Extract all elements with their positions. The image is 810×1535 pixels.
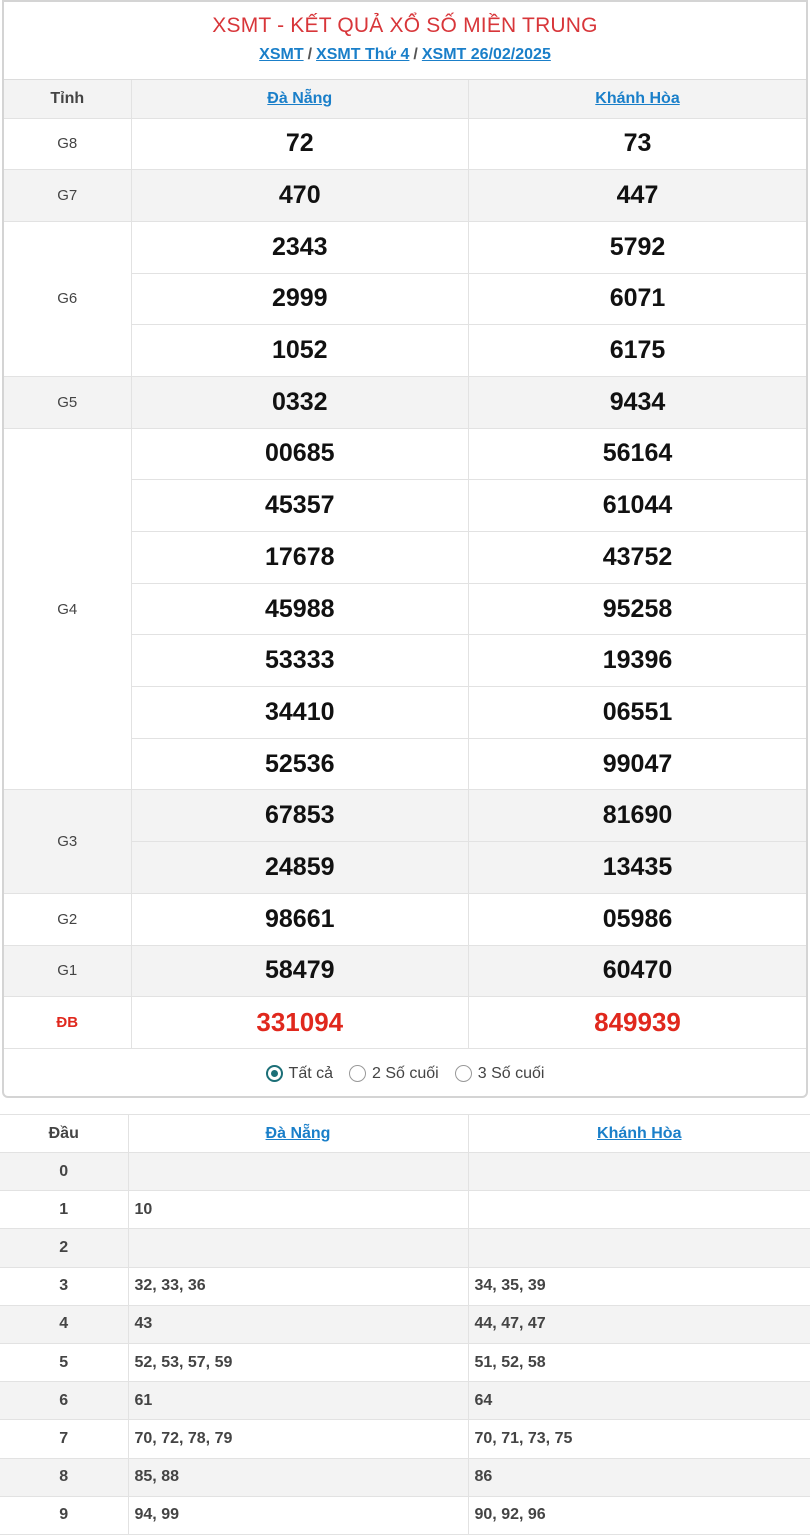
prize-number: 9434 [469,376,807,428]
prize-number: 67853 [131,790,469,842]
radio-icon[interactable] [455,1065,472,1082]
breadcrumb-separator: / [307,46,313,63]
prize-number: 2343 [131,221,469,273]
filter-option-label: 2 Số cuối [372,1064,439,1082]
dau-row [0,1153,810,1191]
prize-number: 1052 [131,325,469,377]
breadcrumb-separator: / [413,46,418,63]
prize-number: 2999 [131,273,469,325]
dau-table-header [0,1115,810,1153]
filter-option-label: Tất cả [288,1064,334,1082]
dau-column-label: Đầu [0,1115,128,1153]
dau-row [0,1305,810,1343]
results-panel [2,0,808,1098]
dau-province-link-da-nang[interactable]: Đà Nẵng [265,1124,331,1142]
dau-table [0,1114,810,1535]
dau-values: 61 [128,1382,468,1420]
dau-values: 64 [468,1382,810,1420]
prize-number: 60470 [469,945,807,997]
radio-checked-icon[interactable] [266,1065,283,1082]
dau-values [468,1191,810,1229]
dau-values: 10 [128,1191,468,1229]
dau-body [0,1153,810,1535]
results-header [4,2,806,80]
dau-province-link-khanh-hoa[interactable]: Khánh Hòa [597,1124,682,1142]
prize-number: 05986 [469,893,807,945]
radio-icon[interactable] [349,1065,366,1082]
prize-number: 61044 [469,480,807,532]
province-link-da-nang[interactable]: Đà Nẵng [267,89,333,107]
dau-digit: 7 [0,1420,128,1458]
province-column-label: Tỉnh [4,80,131,118]
page-title: XSMT - KẾT QUẢ XỔ SỐ MIỀN TRUNG [212,14,598,37]
dau-values: 85, 88 [128,1458,468,1496]
dau-values: 43 [128,1305,468,1343]
prize-label: G6 [4,221,131,376]
prize-number: 45988 [131,583,469,635]
dau-header-da-nang [128,1115,468,1153]
prize-number: 73 [469,118,807,170]
dau-values: 94, 99 [128,1496,468,1534]
dau-values: 70, 71, 73, 75 [468,1420,810,1458]
prize-number: 81690 [469,790,807,842]
prize-number: 0332 [131,376,469,428]
prize-number: 72 [131,118,469,170]
filter-option-last-3[interactable] [455,1065,545,1083]
prize-row [4,790,806,842]
dau-row [0,1420,810,1458]
prize-label: G7 [4,170,131,222]
prize-number: 24859 [131,842,469,894]
dau-digit: 3 [0,1267,128,1305]
breadcrumb-link-xsmt[interactable]: XSMT [259,46,304,63]
dau-values: 90, 92, 96 [468,1496,810,1534]
dau-digit: 6 [0,1382,128,1420]
prize-label: G5 [4,376,131,428]
prize-number: 19396 [469,635,807,687]
prize-row [4,221,806,273]
prize-label: G3 [4,790,131,893]
prize-row [4,170,806,222]
results-body [4,118,806,1048]
dau-values: 34, 35, 39 [468,1267,810,1305]
prize-number: 34410 [131,687,469,739]
dau-values: 70, 72, 78, 79 [128,1420,468,1458]
dau-digit: 2 [0,1229,128,1267]
prize-label: ĐB [4,997,131,1049]
breadcrumb-link-date[interactable]: XSMT 26/02/2025 [421,46,551,63]
dau-values [128,1153,468,1191]
digit-filter [4,1049,806,1099]
prize-number: 95258 [469,583,807,635]
dau-row [0,1382,810,1420]
prize-number: 13435 [469,842,807,894]
province-header-da-nang [131,80,469,118]
dau-digit: 1 [0,1191,128,1229]
prize-number: 52536 [131,738,469,790]
filter-option-last-2[interactable] [349,1065,439,1083]
prize-number: 17678 [131,532,469,584]
dau-row [0,1191,810,1229]
dau-row [0,1343,810,1381]
province-header-khanh-hoa [469,80,807,118]
prize-number: 98661 [131,893,469,945]
prize-number: 6175 [469,325,807,377]
dau-row [0,1458,810,1496]
prize-number: 00685 [131,428,469,480]
prize-number: 06551 [469,687,807,739]
dau-digit: 0 [0,1153,128,1191]
special-prize-number: 331094 [131,997,469,1049]
results-table-header [4,80,806,118]
dau-values [468,1229,810,1267]
dau-row [0,1267,810,1305]
filter-option-label: 3 Số cuối [477,1064,545,1082]
dau-values: 51, 52, 58 [468,1343,810,1381]
prize-number: 99047 [469,738,807,790]
dau-values: 86 [468,1458,810,1496]
prize-number: 43752 [469,532,807,584]
dau-digit: 5 [0,1343,128,1381]
prize-number: 53333 [131,635,469,687]
dau-row [0,1229,810,1267]
dau-values [468,1153,810,1191]
dau-values: 32, 33, 36 [128,1267,468,1305]
prize-label: G8 [4,118,131,170]
dau-values [128,1229,468,1267]
dau-row [0,1496,810,1534]
dau-values: 44, 47, 47 [468,1305,810,1343]
prize-label: G4 [4,428,131,790]
prize-row [4,428,806,480]
prize-number: 56164 [469,428,807,480]
breadcrumb [4,46,806,64]
dau-header-khanh-hoa [468,1115,810,1153]
province-link-khanh-hoa[interactable]: Khánh Hòa [595,89,680,107]
prize-number: 470 [131,170,469,222]
prize-label: G2 [4,893,131,945]
prize-row [4,376,806,428]
prize-number: 447 [469,170,807,222]
prize-number: 6071 [469,273,807,325]
filter-option-all[interactable] [266,1065,333,1083]
prize-row [4,945,806,997]
prize-number: 5792 [469,221,807,273]
results-table [4,80,806,1049]
dau-digit: 8 [0,1458,128,1496]
prize-number: 58479 [131,945,469,997]
special-prize-number: 849939 [469,997,807,1049]
breadcrumb-link-weekday[interactable]: XSMT Thứ 4 [316,46,410,63]
prize-row [4,997,806,1049]
prize-row [4,118,806,170]
dau-digit: 4 [0,1305,128,1343]
prize-label: G1 [4,945,131,997]
prize-row [4,893,806,945]
dau-values: 52, 53, 57, 59 [128,1343,468,1381]
dau-digit: 9 [0,1496,128,1534]
prize-number: 45357 [131,480,469,532]
